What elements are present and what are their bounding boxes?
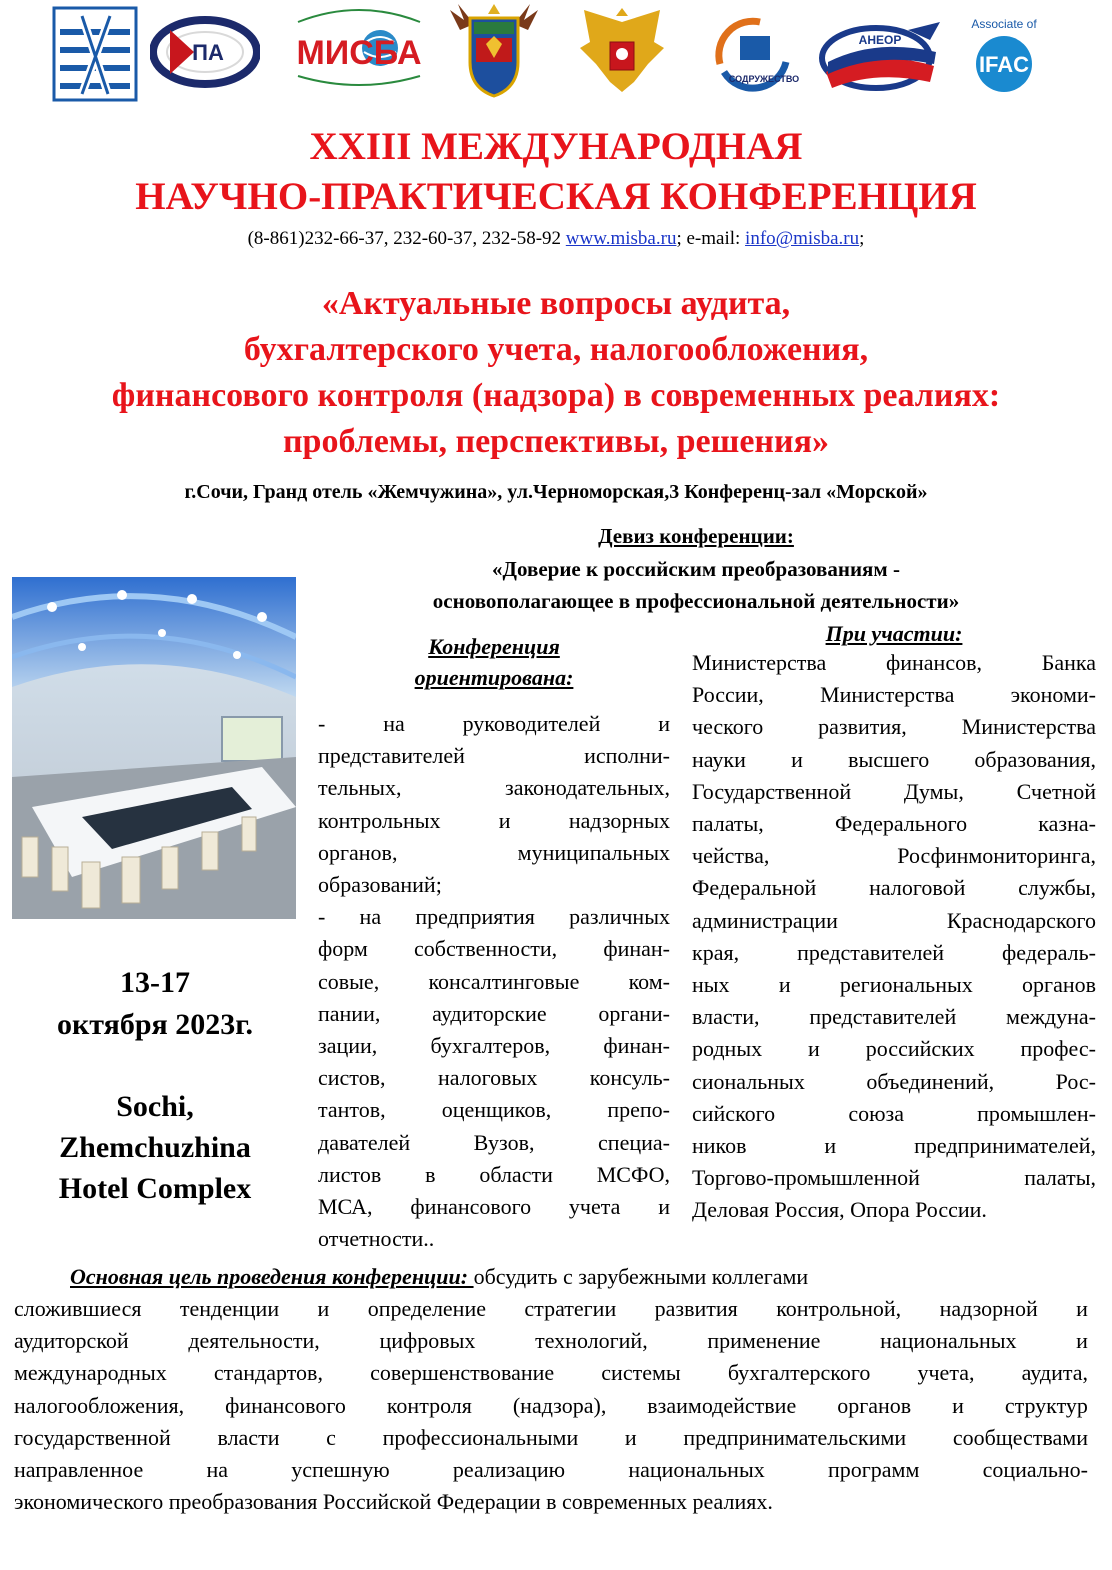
- email-prefix: ; e-mail:: [676, 228, 746, 249]
- event-dates-line2: октября 2023г.: [56, 1008, 253, 1041]
- participation-line: сиональных объединений, Рос-: [692, 1068, 1096, 1094]
- roman-emblem-logo: [52, 6, 138, 102]
- misba-logo: [288, 2, 430, 92]
- goal-line: сложившиеся тенденции и определение стратегии развития контрольной, надзорной и: [14, 1296, 1088, 1321]
- audience-line: - на руководителей и: [318, 711, 670, 736]
- motto-line2: основополагающее в профессиональной деятельности»: [432, 589, 960, 613]
- ifac-caption: Associate of: [971, 17, 1037, 31]
- moscow-coat-of-arms: [576, 2, 668, 102]
- audience-line: форм собственности, финан-: [318, 936, 670, 962]
- goal-first-line: [14, 1262, 1088, 1292]
- audience-line: представителей исполни-: [318, 743, 670, 769]
- event-dates-line1: 13-17: [120, 966, 190, 999]
- misba-logo-text: МИСБА: [296, 34, 422, 72]
- audience-line: систов, налоговых консуль-: [318, 1065, 670, 1091]
- website-link[interactable]: www.misba.ru: [565, 228, 677, 249]
- participation-line: Торгово-промышленной палаты,: [692, 1165, 1096, 1191]
- participation-line: Деловая Россия, Опора России.: [692, 1197, 987, 1223]
- audience-line: МСА, финансового учета и: [318, 1194, 670, 1219]
- motto-line1: «Доверие к российским преобразованиям -: [492, 557, 900, 581]
- audience-line: отчетности..: [318, 1226, 435, 1252]
- audience-heading-line1: Конференция: [428, 634, 560, 659]
- audience-line: тантов, оценщиков, препо-: [318, 1097, 670, 1123]
- venue: г.Сочи, Гранд отель «Жемчужина», ул.Черноморская,3 Конференц-зал «Морской»: [184, 481, 928, 503]
- goal-line: направленное на успешную реализацию национальных программ социально-: [14, 1457, 1088, 1482]
- audience-line: органов, муниципальных: [318, 839, 670, 865]
- logo-row: [0, 0, 1112, 112]
- participation-line: администрации Краснодарского: [692, 907, 1096, 933]
- goal-line: налогообложения, финансового контроля (надзора), взаимодействие органов и структур: [14, 1392, 1088, 1418]
- audience-line: совые, консалтинговые ком-: [318, 968, 670, 994]
- participation-line: ных и региональных органов: [692, 972, 1096, 997]
- goal-line: международных стандартов, совершенствование системы бухгалтерского учета, аудита,: [14, 1360, 1088, 1386]
- email-suffix: ;: [859, 228, 865, 249]
- audience-line: зации, бухгалтеров, финан-: [318, 1033, 670, 1058]
- aneor-logo: [818, 18, 942, 92]
- conference-title-line1: XXIII МЕЖДУНАРОДНАЯ: [309, 125, 803, 168]
- participation-line: Государственной Думы, Счетной: [692, 778, 1096, 804]
- conference-hall-photo: [12, 577, 296, 919]
- event-place-line3: Hotel Complex: [58, 1172, 252, 1205]
- event-place-line2: Zhemchuzhina: [59, 1131, 251, 1164]
- audience-line: образований;: [318, 872, 442, 897]
- participation-line: ческого развития, Министерства: [692, 714, 1096, 740]
- participation-line: ников и предпринимателей,: [692, 1133, 1096, 1158]
- audience-line: контрольных и надзорных: [318, 807, 670, 833]
- ifac-logo: [962, 14, 1046, 94]
- topic-line1: «Актуальные вопросы аудита,: [321, 285, 791, 322]
- aneor-logo-text: АНЕОР: [858, 33, 902, 47]
- conference-title-line2: НАУЧНО-ПРАКТИЧЕСКАЯ КОНФЕРЕНЦИЯ: [135, 175, 977, 218]
- goal-line: государственной власти с профессиональными и предпринимательскими сообществами: [14, 1424, 1088, 1450]
- participation-heading: При участии:: [825, 621, 963, 646]
- audience-line: пании, аудиторские органи-: [318, 1000, 670, 1026]
- sodruzhestvo-logo-text: СОДРУЖЕСТВО: [728, 74, 800, 84]
- participation-line: власти, представителей междуна-: [692, 1004, 1096, 1030]
- participation-line: России, Министерства экономи-: [692, 682, 1096, 708]
- topic-line2: бухгалтерского учета, налогообложения,: [243, 331, 869, 368]
- audience-heading-line2: ориентирована:: [414, 665, 574, 690]
- audience-line: листов в области МСФО,: [318, 1161, 670, 1187]
- audience-line: - на предприятия различных: [318, 904, 670, 930]
- email-link[interactable]: info@misba.ru: [745, 228, 860, 249]
- goal-line: экономического преобразования Российской Федерации в современных реалиях.: [14, 1489, 773, 1515]
- pa-logo: [150, 16, 260, 88]
- participation-line: науки и высшего образования,: [692, 746, 1096, 772]
- ifac-logo-text: IFAC: [978, 52, 1030, 77]
- goal-first-line-rest: обсудить с зарубежными коллегами: [473, 1264, 809, 1289]
- participation-line: Федеральной налоговой службы,: [692, 875, 1096, 901]
- krasnodar-coat-of-arms: [446, 0, 542, 100]
- motto-heading: Девиз конференции:: [598, 524, 794, 548]
- pa-logo-text: ПА: [192, 40, 224, 65]
- participation-line: родных и российских профес-: [692, 1036, 1096, 1062]
- participation-line: чейства, Росфинмониторинга,: [692, 843, 1096, 869]
- sodruzhestvo-logo: [700, 14, 810, 94]
- goal-label: Основная цель проведения конференции:: [70, 1264, 474, 1289]
- phones: (8-861)232-66-37, 232-60-37, 232-58-92: [247, 228, 566, 249]
- audience-line: давателей Вузов, специа-: [318, 1129, 670, 1155]
- topic-line4: проблемы, перспективы, решения»: [282, 423, 830, 460]
- topic-line3: финансового контроля (надзора) в современных реалиях:: [111, 377, 1001, 414]
- event-place-line1: Sochi,: [116, 1090, 194, 1123]
- participation-line: сийского союза промышлен-: [692, 1100, 1096, 1126]
- goal-line: аудиторской деятельности, цифровых технологий, применение национальных и: [14, 1328, 1088, 1354]
- audience-line: тельных, законодательных,: [318, 775, 670, 801]
- participation-line: края, представителей федераль-: [692, 939, 1096, 965]
- participation-line: палаты, Федерального казна-: [692, 811, 1096, 836]
- contacts-line: [0, 227, 1112, 251]
- participation-line: Министерства финансов, Банка: [692, 650, 1096, 675]
